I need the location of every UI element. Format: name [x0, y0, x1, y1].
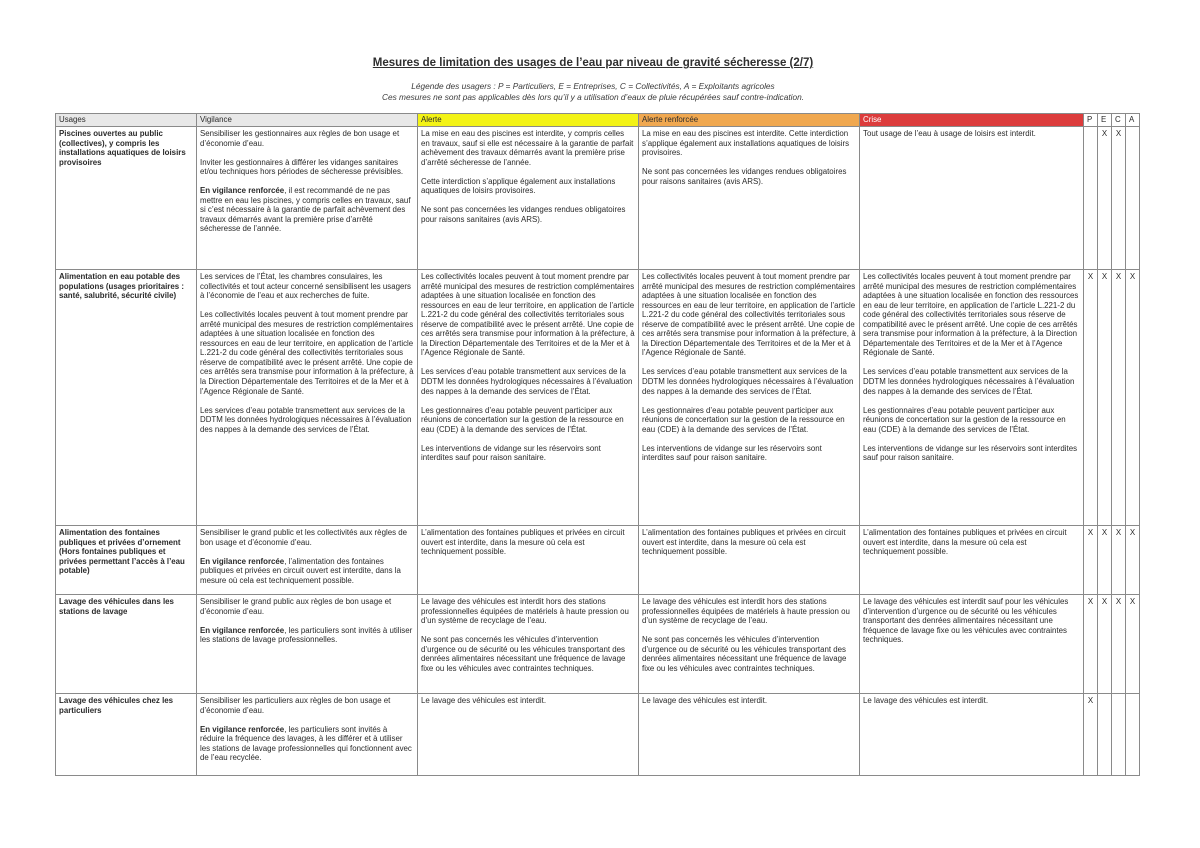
- mark-a: X: [1126, 526, 1140, 595]
- cell-text: Les collectivités locales peuvent à tout moment prendre par arrêté municipal des mesures de restriction complémentaires adaptées à une situation localisée en fonction des ressources en eau de leur territoire, en application de l’article L.221-2 du code général des collectivités territoriales sous réserve de compatibilité avec le présent arrêté. Une copie de ces arrêtés sera transmise pour information à la préfecture, à la Direction Départementale des Territoires et de la Mer et à l’Agence Régionale de Santé.: [863, 272, 1079, 358]
- alerte-renforcee-cell: [639, 595, 860, 694]
- cell-text: Les interventions de vidange sur les réservoirs sont interdites sauf pour raison sanitaire.: [642, 443, 822, 463]
- mark-a: [1126, 127, 1140, 270]
- usage-cell: Piscines ouvertes au public (collectives), y compris les installations aquatiques de loisirs provisoires: [56, 127, 197, 270]
- cell-text: Le lavage des véhicules est interdit.: [421, 696, 547, 705]
- vigilance-renforcee-label: En vigilance renforcée: [200, 625, 285, 635]
- cell-text: Inviter les gestionnaires à différer les vidanges sanitaires et/ou techniques hors périodes de sécheresse prévisibles.: [200, 157, 404, 177]
- mark-c: X: [1112, 270, 1126, 526]
- cell-text-rest: , l’alimentation des fontaines publiques et privées en circuit ouvert est interdite, dans la mesure où cela est techniquement possible.: [200, 556, 401, 585]
- header-usages: Usages: [56, 114, 197, 127]
- vigilance-renforcee-label: En vigilance renforcée: [200, 724, 285, 734]
- mark-p: X: [1084, 595, 1098, 694]
- cell-text: Le lavage des véhicules est interdit hors des stations professionnelles équipées de matériels à haute pression ou d’un système de recyclage de l’eau.: [421, 597, 629, 626]
- cell-text: Les services d’eau potable transmettent aux services de la DDTM les données hydrologiques nécessaires à l’évaluation des nappes à la demande des services de l’État.: [642, 367, 854, 396]
- usage-cell: Alimentation des fontaines publiques et privées d’ornement (Hors fontaines publiques et privées permettant l’accès à l’eau potable): [56, 526, 197, 595]
- vigilance-cell: [197, 694, 418, 776]
- alerte-cell: [418, 270, 639, 526]
- cell-text: [200, 725, 414, 763]
- mark-p: X: [1084, 526, 1098, 595]
- cell-text: Les interventions de vidange sur les réservoirs sont interdites sauf pour raison sanitaire.: [421, 443, 601, 463]
- cell-text: Les services d’eau potable transmettent aux services de la DDTM les données hydrologiques nécessaires à l’évaluation des nappes à la demande des services de l’État.: [421, 367, 633, 396]
- cell-text: Tout usage de l’eau à usage de loisirs est interdit.: [863, 129, 1036, 138]
- cell-text: L’alimentation des fontaines publiques et privées en circuit ouvert est interdite, dans la mesure où cela est techniquement possible.: [863, 528, 1067, 557]
- cell-text: Sensibiliser les particuliers aux règles de bon usage et d’économie d’eau.: [200, 696, 391, 715]
- cell-text: Le lavage des véhicules est interdit sauf pour les véhicules d’intervention d’urgence ou de sécurité ou les véhicules transportant des denrées alimentaires nécessitant une fréquence de lavage fixe ou les véhicules avec contraintes techniques.: [863, 597, 1069, 645]
- cell-text: Les collectivités locales peuvent à tout moment prendre par arrêté municipal des mesures de restriction complémentaires adaptées à une situation localisée en fonction des ressources en eau de leur territoire, en application de l’article L.221-2 du code général des collectivités territoriales sous réserve de compatibilité avec le présent arrêté. Une copie de ces arrêtés sera transmise pour information à la préfecture, à la Direction Départementale des Territoires et de la Mer et à l’Agence Régionale de Santé.: [642, 272, 856, 358]
- alerte-renforcee-cell: [639, 127, 860, 270]
- header-vigilance: Vigilance: [197, 114, 418, 127]
- legend-note: Ces mesures ne sont pas applicables dès lors qu’il y a utilisation d’eaux de pluie récupérées sauf contre-indication.: [382, 91, 804, 102]
- cell-text: Sensibiliser le grand public et les collectivités aux règles de bon usage et d’économie d’eau.: [200, 528, 408, 547]
- mark-a: X: [1126, 595, 1140, 694]
- cell-text: [200, 186, 414, 234]
- mark-p: [1084, 127, 1098, 270]
- legend-users: Légende des usagers : P = Particuliers, E = Entreprises, C = Collectivités, A = Exploitants agricoles: [411, 81, 775, 91]
- cell-text: Les services d’eau potable transmettent aux services de la DDTM les données hydrologiques nécessaires à l’évaluation des nappes à la demande des services de l’État.: [200, 405, 412, 434]
- table-row-piscines: [56, 127, 1140, 270]
- header-a: A: [1126, 114, 1140, 127]
- mark-e: X: [1098, 595, 1112, 694]
- header-row: [56, 114, 1140, 127]
- mark-c: X: [1112, 595, 1126, 694]
- table-row-stations-lavage: [56, 595, 1140, 694]
- mark-p: X: [1084, 694, 1098, 776]
- cell-text: Les gestionnaires d’eau potable peuvent participer aux réunions de concertation sur la gestion de la ressource en eau (CDE) à la demande des services de l’État.: [421, 405, 624, 434]
- table-row-fontaines: [56, 526, 1140, 595]
- vigilance-cell: [197, 595, 418, 694]
- mark-a: [1126, 694, 1140, 776]
- alerte-cell: [418, 595, 639, 694]
- cell-text: Le lavage des véhicules est interdit hors des stations professionnelles équipées de matériels à haute pression ou d’un système de recyclage de l’eau.: [642, 597, 850, 626]
- cell-text: Ne sont pas concernés les véhicules d’intervention d’urgence ou de sécurité ou les véhicules transportant des denrées alimentaires nécessitant une fréquence de lavage fixe ou les véhicules avec contraintes techniques.: [421, 635, 626, 673]
- mark-e: [1098, 694, 1112, 776]
- alerte-cell: [418, 127, 639, 270]
- mark-e: X: [1098, 526, 1112, 595]
- document-title: Mesures de limitation des usages de l’eau par niveau de gravité sécheresse (2/7): [372, 57, 814, 69]
- cell-text: [200, 626, 414, 645]
- vigilance-cell: [197, 270, 418, 526]
- mark-e: X: [1098, 270, 1112, 526]
- cell-text: Ne sont pas concernées les vidanges rendues obligatoires pour raisons sanitaires (avis ARS).: [421, 205, 626, 224]
- alerte-renforcee-cell: [639, 694, 860, 776]
- mark-c: [1112, 694, 1126, 776]
- alerte-renforcee-cell: [639, 526, 860, 595]
- mark-e: X: [1098, 127, 1112, 270]
- alerte-cell: [418, 694, 639, 776]
- cell-text: Les services d’eau potable transmettent aux services de la DDTM les données hydrologiques nécessaires à l’évaluation des nappes à la demande des services de l’État.: [863, 367, 1075, 396]
- vigilance-renforcee-label: En vigilance renforcée: [200, 186, 285, 196]
- table-row-alimentation-eau-potable: [56, 270, 1140, 526]
- cell-text-rest: , les particuliers sont invités à réduire la fréquence des lavages, à les différer et à utiliser les stations de lavage professionnelles qui fonctionnent avec de l’eau recyclée.: [200, 724, 412, 763]
- cell-text: L’alimentation des fontaines publiques et privées en circuit ouvert est interdite, dans la mesure où cela est techniquement possible.: [642, 528, 846, 557]
- cell-text: Les gestionnaires d’eau potable peuvent participer aux réunions de concertation sur la gestion de la ressource en eau (CDE) à la demande des services de l’État.: [642, 405, 845, 434]
- header-c: C: [1112, 114, 1126, 127]
- alerte-cell: [418, 526, 639, 595]
- crise-cell: [860, 694, 1084, 776]
- cell-text: Ne sont pas concernées les vidanges rendues obligatoires pour raisons sanitaires (avis ARS).: [642, 167, 847, 186]
- cell-text: L’alimentation des fontaines publiques et privées en circuit ouvert est interdite, dans la mesure où cela est techniquement possible.: [421, 528, 625, 557]
- cell-text: Sensibiliser les gestionnaires aux règles de bon usage et d’économie d’eau.: [200, 129, 400, 148]
- cell-text: Le lavage des véhicules est interdit.: [642, 696, 768, 705]
- vigilance-renforcee-label: En vigilance renforcée: [200, 556, 285, 566]
- crise-cell: [860, 127, 1084, 270]
- cell-text: Cette interdiction s’applique également aux installations aquatiques de loisirs provisoires.: [421, 176, 616, 196]
- crise-cell: [860, 526, 1084, 595]
- header-e: E: [1098, 114, 1112, 127]
- cell-text: Les services de l’État, les chambres consulaires, les collectivités et tout acteur concerné sensibilisent les usagers à l’économie de l’eau et aux recherches de fuite.: [200, 272, 411, 301]
- measures-table: [55, 113, 1140, 776]
- cell-text-rest: , les particuliers sont invités à utiliser les stations de lavage professionnelles.: [200, 625, 413, 645]
- vigilance-cell: [197, 526, 418, 595]
- cell-text: Sensibiliser le grand public aux règles de bon usage et d’économie d’eau.: [200, 597, 392, 616]
- crise-cell: [860, 270, 1084, 526]
- header-crise: Crise: [860, 114, 1084, 127]
- table-row-lavage-particuliers: [56, 694, 1140, 776]
- header-alerte: Alerte: [418, 114, 639, 127]
- header-p: P: [1084, 114, 1098, 127]
- cell-text: Ne sont pas concernés les véhicules d’intervention d’urgence ou de sécurité ou les véhicules transportant des denrées alimentaires nécessitant une fréquence de lavage fixe ou les véhicules avec contraintes techniques.: [642, 635, 847, 673]
- alerte-renforcee-cell: [639, 270, 860, 526]
- mark-p: X: [1084, 270, 1098, 526]
- mark-a: X: [1126, 270, 1140, 526]
- vigilance-cell: [197, 127, 418, 270]
- cell-text: La mise en eau des piscines est interdite, y compris celles en travaux, sauf si elle est nécessaire à la garantie de parfait achèvement des travaux démarrés avant la première prise d’arrêté sécheresse de l’année.: [421, 129, 634, 167]
- cell-text: Les gestionnaires d’eau potable peuvent participer aux réunions de concertation sur la gestion de la ressource en eau (CDE) à la demande des services de l’État.: [863, 405, 1066, 434]
- mark-c: X: [1112, 526, 1126, 595]
- cell-text: Les interventions de vidange sur les réservoirs sont interdites sauf pour raison sanitaire.: [863, 443, 1078, 463]
- legend: [0, 81, 1186, 102]
- cell-text: Les collectivités locales peuvent à tout moment prendre par arrêté municipal des mesures de restriction complémentaires adaptées à une situation localisée en fonction des ressources en eau de leur territoire, en application de l’article L.221-2 du code général des collectivités territoriales sous réserve de compatibilité avec le présent arrêté. Une copie de ces arrêtés sera transmise pour information à la préfecture, à la Direction Départementale des Territoires et de la Mer et à l’Agence Régionale de Santé.: [421, 272, 635, 358]
- usage-cell: Lavage des véhicules chez les particuliers: [56, 694, 197, 776]
- header-alerte-renforcee: Alerte renforcée: [639, 114, 860, 127]
- cell-text-rest: , il est recommandé de ne pas mettre en eau les piscines, y compris celles en travaux, sauf si c’est nécessaire à la garantie de parfait achèvement des travaux démarrés avant la première prise d’arrêté sécheresse de l’année.: [200, 186, 411, 234]
- cell-text: La mise en eau des piscines est interdite. Cette interdiction s’applique également aux installations aquatiques de loisirs provisoires.: [642, 129, 850, 158]
- cell-text: [200, 557, 414, 586]
- crise-cell: [860, 595, 1084, 694]
- cell-text: Les collectivités locales peuvent à tout moment prendre par arrêté municipal des mesures de restriction complémentaires adaptées à une situation localisée en fonction des ressources en eau de leur territoire, en application de l’article L.221-2 du code général des collectivités territoriales sous réserve de compatibilité avec le présent arrêté. Une copie de ces arrêtés sera transmise pour information à la préfecture, à la Direction Départementale des Territoires et de la Mer et à l’Agence Régionale de Santé.: [200, 310, 414, 396]
- usage-cell: Alimentation en eau potable des populations (usages prioritaires : santé, salubrité, sécurité civile): [56, 270, 197, 526]
- cell-text: Le lavage des véhicules est interdit.: [863, 696, 989, 705]
- mark-c: X: [1112, 127, 1126, 270]
- usage-cell: Lavage des véhicules dans les stations de lavage: [56, 595, 197, 694]
